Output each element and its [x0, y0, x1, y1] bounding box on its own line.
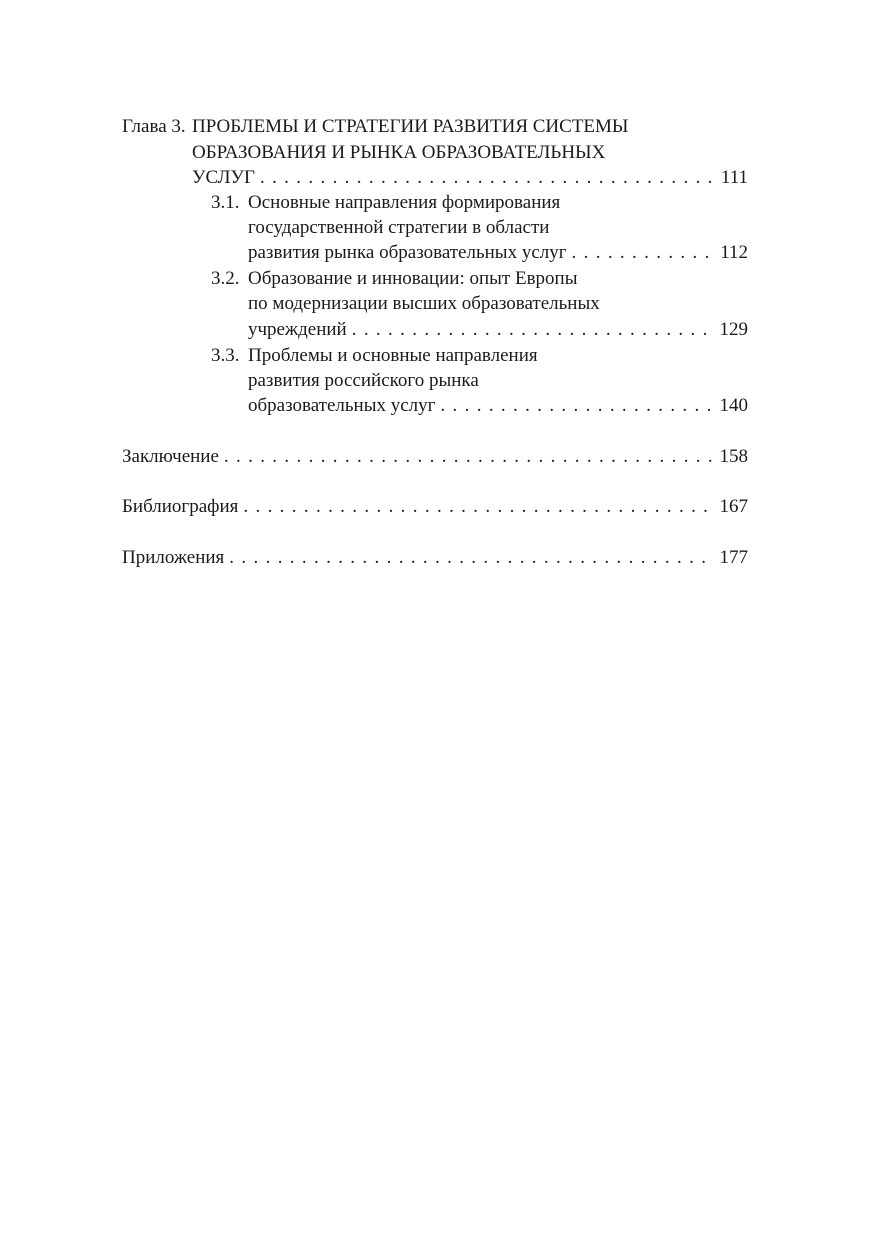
section-3-2-line3: учреждений [248, 319, 347, 340]
dot-leader [435, 393, 713, 418]
dot-leader [219, 444, 714, 469]
section-number: 3.1. [211, 192, 240, 213]
dot-leader [567, 240, 715, 265]
chapter-3-prefix: Глава 3. [122, 116, 186, 137]
section-3-1-line2: государственной стратегии в области [248, 217, 550, 238]
section-3-3-line1: Проблемы и основные направления [248, 345, 538, 366]
dot-leader [224, 545, 713, 570]
appendices-title: Приложения [122, 547, 225, 568]
toc-entry-conclusion[interactable] [122, 444, 748, 469]
section-3-2-line1: Образование и инновации: опыт Европы [248, 268, 578, 289]
section-number: 3.2. [211, 268, 240, 289]
section-3-3-line3: образовательных услуг [248, 395, 436, 416]
chapter-3-title-line1: ПРОБЛЕМЫ И СТРАТЕГИИ РАЗВИТИЯ СИСТЕМЫ [192, 116, 629, 137]
toc-entry-section-3-3[interactable] [248, 393, 748, 418]
chapter-3-title-line2: ОБРАЗОВАНИЯ И РЫНКА ОБРАЗОВАТЕЛЬНЫХ [192, 142, 606, 163]
page-number: 111 [720, 167, 748, 188]
page-number: 167 [719, 496, 748, 517]
bibliography-title: Библиография [122, 496, 239, 517]
toc-entry-appendices[interactable] [122, 545, 748, 570]
page-number: 112 [720, 242, 748, 263]
page-number: 177 [719, 547, 748, 568]
toc-entry-section-3-1[interactable] [248, 240, 748, 265]
section-3-3-line2: развития российского рынка [248, 370, 479, 391]
section-3-1-line1: Основные направления формирования [248, 192, 561, 213]
section-3-2-line2: по модернизации высших образовательных [248, 293, 600, 314]
chapter-3-title-line3: УСЛУГ [192, 167, 255, 188]
page-number: 158 [719, 446, 748, 467]
dot-leader [255, 165, 715, 190]
dot-leader [347, 317, 714, 342]
dot-leader [238, 494, 713, 519]
section-3-1-line3: развития рынка образовательных услуг [248, 242, 567, 263]
page-number: 140 [719, 395, 748, 416]
toc-entry-chapter-3[interactable] [192, 165, 748, 190]
page-number: 129 [719, 319, 748, 340]
toc-entry-bibliography[interactable] [122, 494, 748, 519]
section-number: 3.3. [211, 345, 240, 366]
toc-entry-section-3-2[interactable] [248, 317, 748, 342]
conclusion-title: Заключение [122, 446, 219, 467]
